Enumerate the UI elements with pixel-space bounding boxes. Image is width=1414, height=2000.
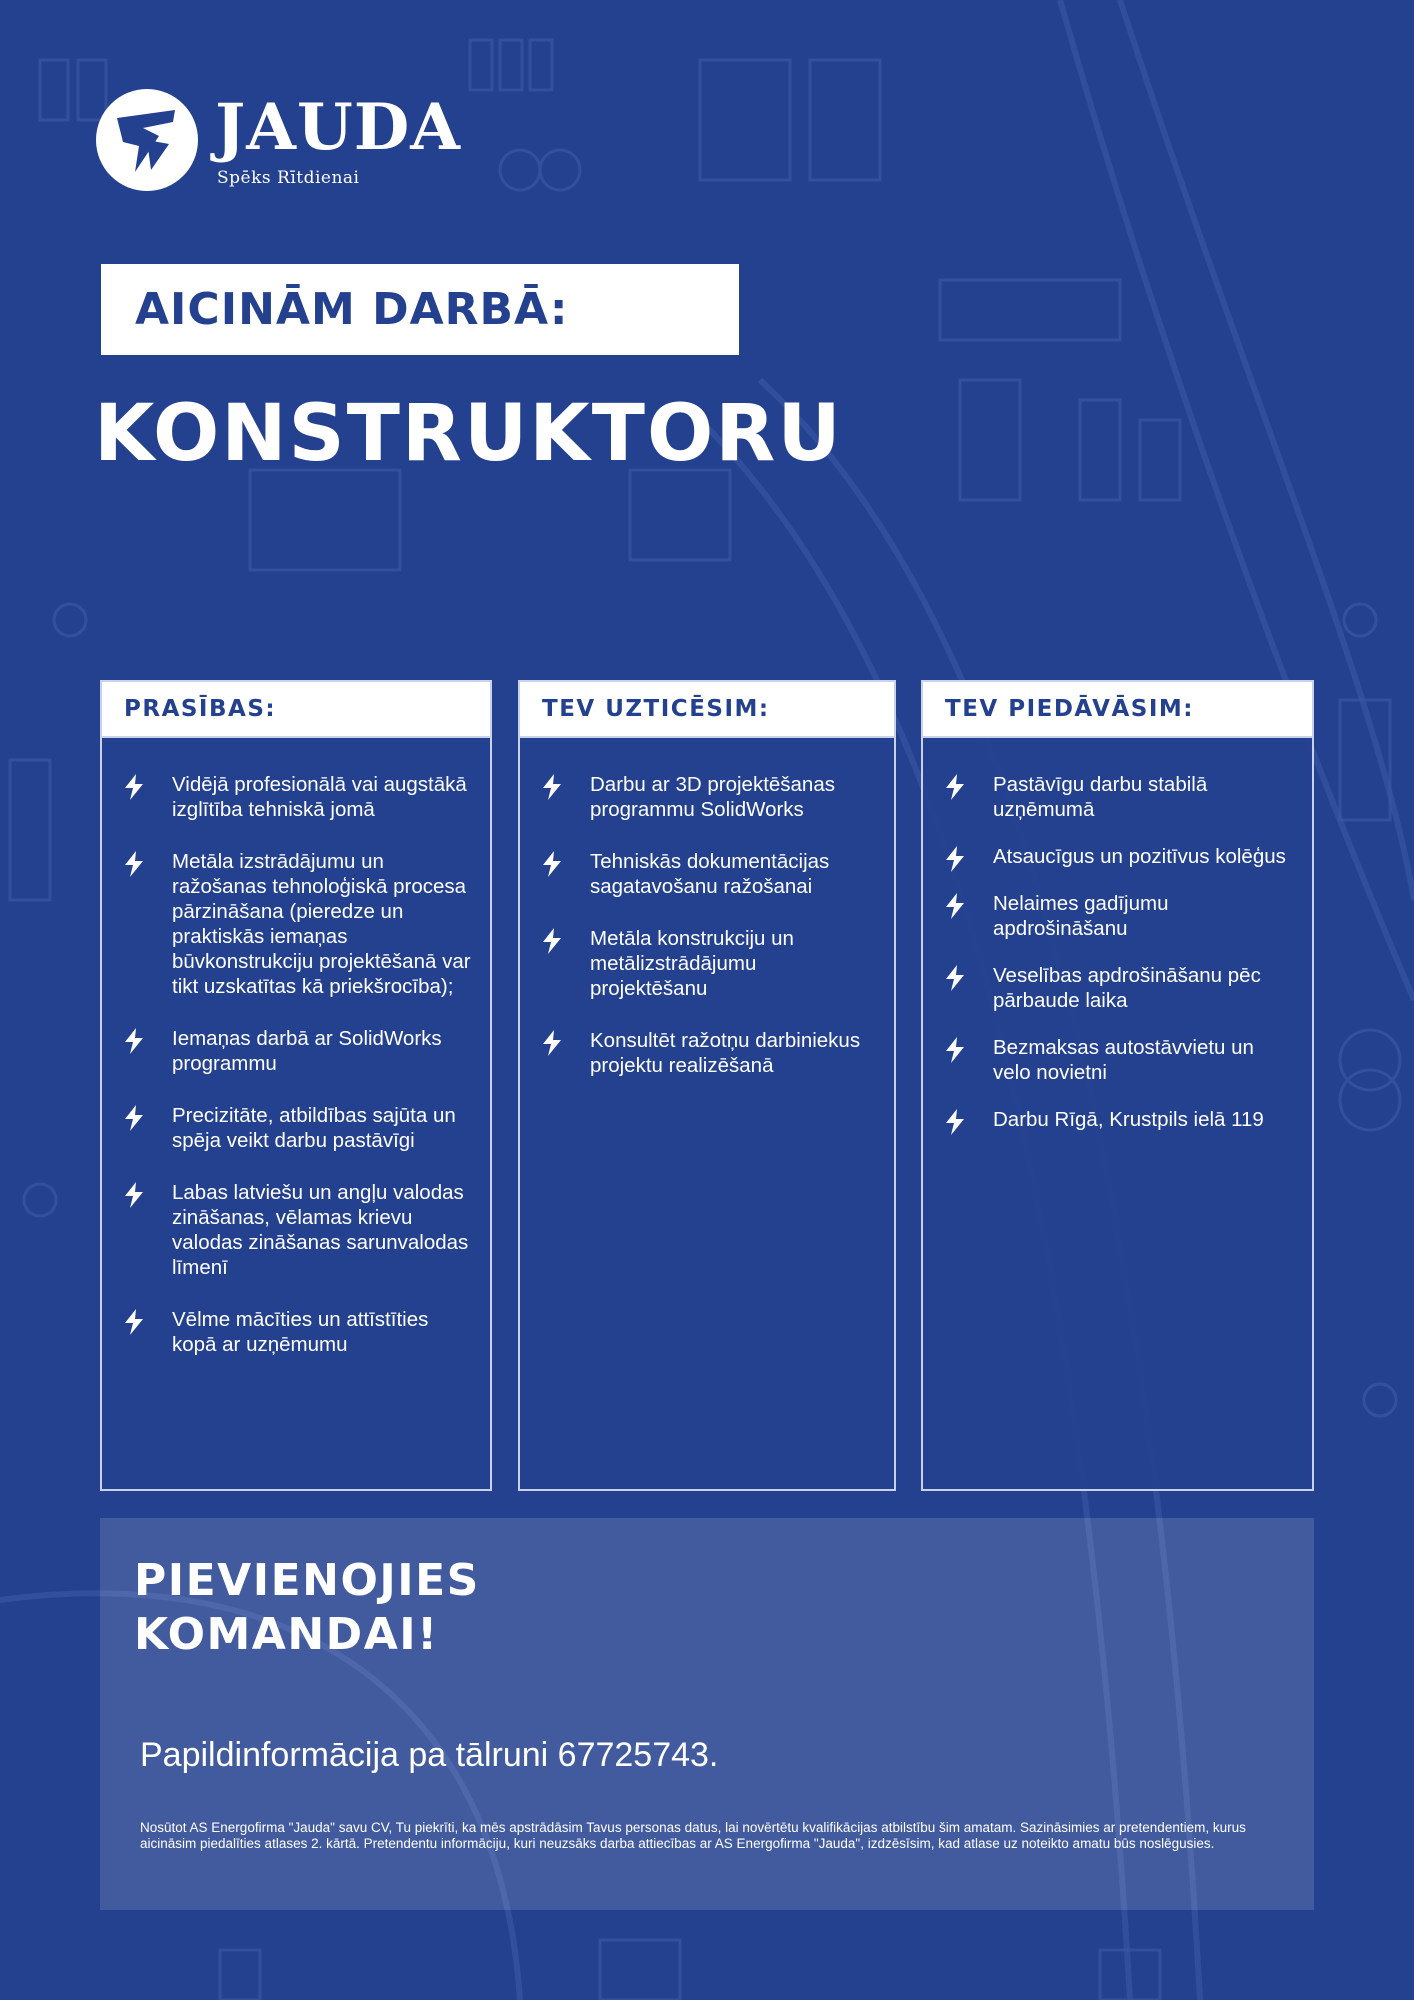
join-title-line-1: PIEVIENOJIES xyxy=(134,1555,480,1606)
list-item: Vidējā profesionālā vai augstākā izglītība tehniskā jomā xyxy=(102,772,490,822)
invite-banner: AICINĀM DARBĀ: xyxy=(101,264,739,355)
lightning-bolt-icon xyxy=(943,1109,967,1135)
lightning-bolt-icon xyxy=(540,1030,564,1056)
requirements-list xyxy=(102,738,490,1357)
join-title xyxy=(134,1554,834,1662)
responsibilities-list xyxy=(520,738,894,1078)
privacy-disclaimer: Nosūtot AS Energofirma "Jauda" savu CV, Tu piekrīti, ka mēs apstrādāsim Tavus personas datus, lai novērtētu kvalifikācijas atbilstību šim amatam. Sazināsimies ar pretendentiem, kurus aicināsim piedalīties atlases 2. kārtā. Pretendentu informāciju, kuri neuzsāks darba attiecības ar AS Energofirma "Jauda", izdzēsīsim, kad atlase uz noteikto amatu būs noslēgusies. xyxy=(140,1820,1246,1851)
list-item: Nelaimes gadījumu apdrošināšanu xyxy=(923,891,1312,941)
benefits-list xyxy=(923,738,1312,1132)
brand-name: JAUDA xyxy=(215,90,461,165)
benefits-column xyxy=(921,680,1314,1491)
list-item: Vēlme mācīties un attīstīties kopā ar uzņēmumu xyxy=(102,1307,490,1357)
list-item: Iemaņas darbā ar SolidWorks programmu xyxy=(102,1026,490,1076)
list-item: Tehniskās dokumentācijas sagatavošanu ražošanai xyxy=(520,849,894,899)
lightning-bolt-icon xyxy=(122,1105,146,1131)
lightning-bolt-icon xyxy=(122,851,146,877)
lightning-bolt-icon xyxy=(122,1309,146,1335)
list-item: Labas latviešu un angļu valodas zināšanas, vēlamas krievu valodas zināšanas sarunvalodas līmenī xyxy=(102,1180,490,1280)
lightning-bolt-icon xyxy=(122,1182,146,1208)
list-item: Konsultēt ražotņu darbiniekus projektu realizēšanā xyxy=(520,1028,894,1078)
list-item: Darbu Rīgā, Krustpils ielā 119 xyxy=(923,1107,1312,1132)
lightning-bolt-icon xyxy=(122,1028,146,1054)
lightning-bolt-icon xyxy=(540,928,564,954)
list-item: Veselības apdrošināšanu pēc pārbaude laika xyxy=(923,963,1312,1013)
list-item: Darbu ar 3D projektēšanas programmu SolidWorks xyxy=(520,772,894,822)
list-item: Atsaucīgus un pozitīvus kolēģus xyxy=(923,844,1312,869)
lightning-bolt-icon xyxy=(943,965,967,991)
benefits-heading: TEV PIEDĀVĀSIM: xyxy=(923,682,1312,738)
responsibilities-column xyxy=(518,680,896,1491)
job-title: KONSTRUKTORU xyxy=(94,389,843,479)
brand-tagline: Spēks Rītdienai xyxy=(217,168,360,188)
lightning-bolt-icon xyxy=(943,846,967,872)
jauda-shield-logo-icon xyxy=(95,88,199,192)
list-item: Bezmaksas autostāvvietu un velo novietni xyxy=(923,1035,1312,1085)
lightning-bolt-icon xyxy=(943,893,967,919)
requirements-column xyxy=(100,680,492,1491)
brand-logo xyxy=(95,88,495,198)
lightning-bolt-icon xyxy=(943,774,967,800)
list-item: Pastāvīgu darbu stabilā uzņēmumā xyxy=(923,772,1312,822)
list-item: Metāla konstrukciju un metālizstrādājumu projektēšanu xyxy=(520,926,894,1001)
list-item: Metāla izstrādājumu un ražošanas tehnoloģiskā procesa pārzināšana (pieredze un praktiskās iemaņas būvkonstrukciju projektēšanā var tikt uzskatītas kā priekšrocība); xyxy=(102,849,490,999)
lightning-bolt-icon xyxy=(943,1037,967,1063)
join-team-panel xyxy=(100,1518,1314,1910)
lightning-bolt-icon xyxy=(122,774,146,800)
responsibilities-heading: TEV UZTICĒSIM: xyxy=(520,682,894,738)
join-title-line-2: KOMANDAI! xyxy=(134,1609,439,1660)
contact-phone-text: Papildinformācija pa tālruni 67725743. xyxy=(140,1736,719,1774)
list-item: Precizitāte, atbildības sajūta un spēja veikt darbu pastāvīgi xyxy=(102,1103,490,1153)
lightning-bolt-icon xyxy=(540,851,564,877)
requirements-heading: PRASĪBAS: xyxy=(102,682,490,738)
lightning-bolt-icon xyxy=(540,774,564,800)
